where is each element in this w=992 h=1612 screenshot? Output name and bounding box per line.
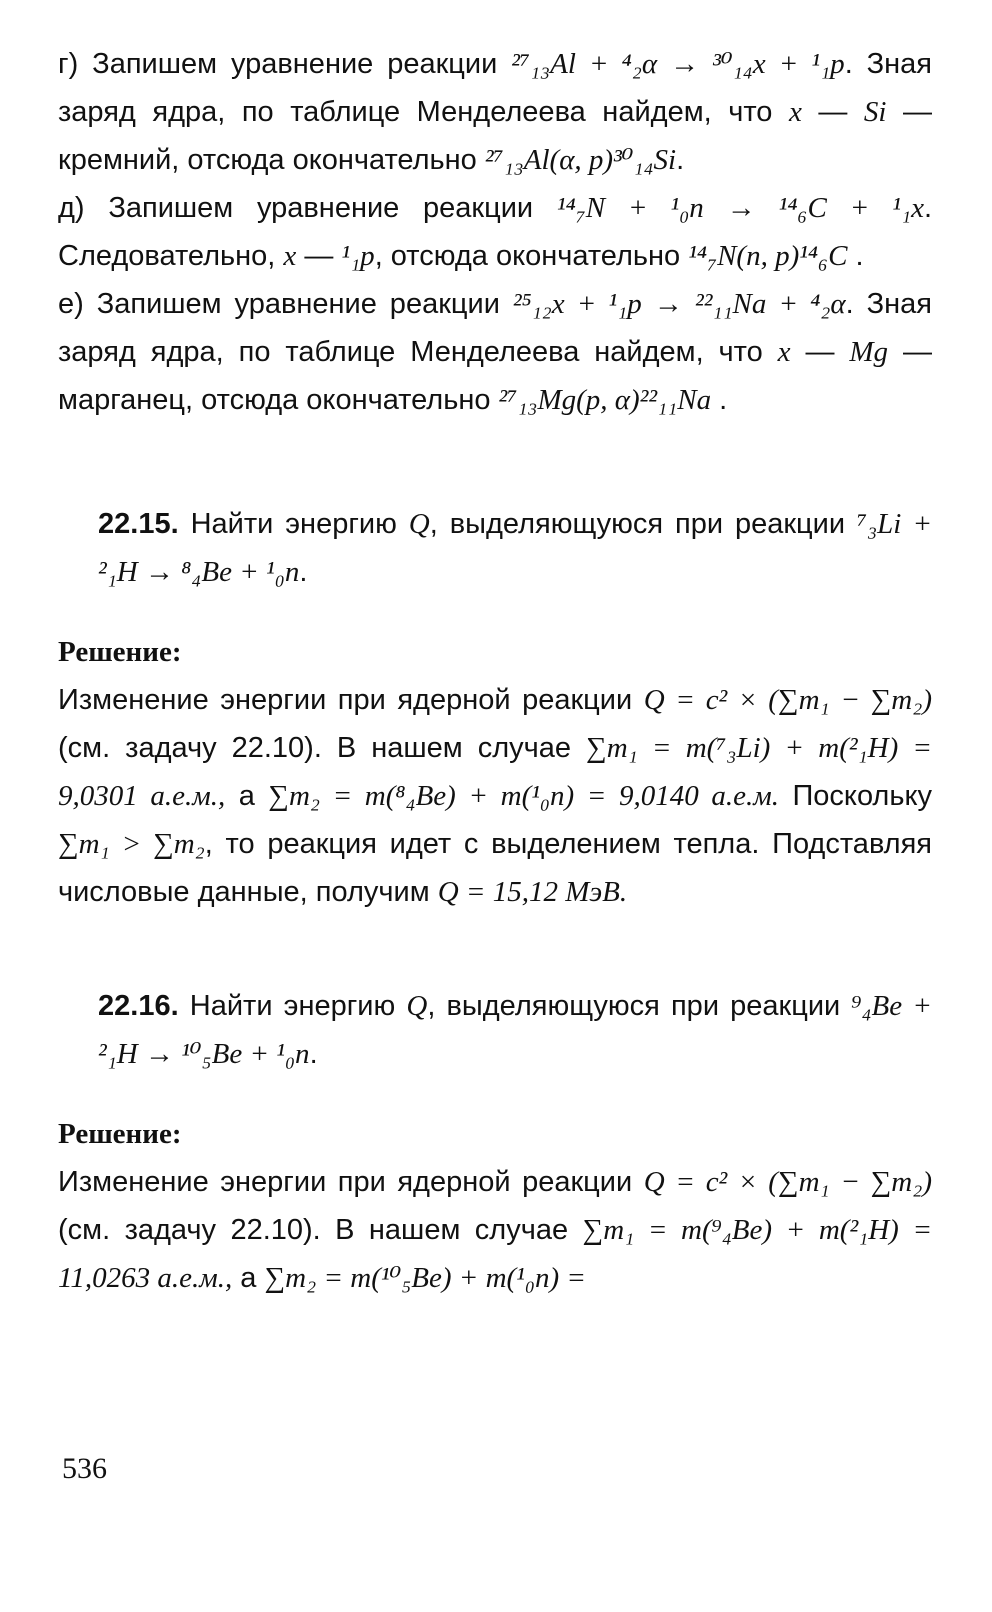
element-symbol: Si xyxy=(863,96,887,128)
reaction-equation: ⁹₄Be + ²₁H → ¹⁰₅Be + ¹₀n xyxy=(98,990,932,1070)
item-label: г) xyxy=(58,48,79,80)
item-text: Запишем уравнение реакции xyxy=(108,192,534,224)
item-text: . Следовательно, xyxy=(58,192,933,272)
mass-inequality: ∑m₁ > ∑m₂ xyxy=(58,828,205,860)
item-label: д) xyxy=(58,192,85,224)
mass-sum-reactants: ∑m₁ = m(⁷₃Li) + m(²₁H) = 9,0301 а.е.м., xyxy=(58,732,933,812)
item-g: г) Запишем уравнение реакции ²⁷₁₃Al + ⁴₂α → ³⁰₁₄x + ¹₁p. Зная заряд ядра, по таблице Менделеева найдем, что x — Si — кремний, отсюда окончательно ²⁷₁₃Al(α, p)³⁰₁₄Si. xyxy=(58,48,933,176)
final-reaction: ²⁷₁₃Al(α, p)³⁰₁₄Si xyxy=(484,144,677,176)
reaction-equation: ²⁷₁₃Al + ⁴₂α → ³⁰₁₄x + ¹₁p xyxy=(511,48,845,80)
dash: — xyxy=(805,336,835,368)
mass-sum-reactants: ∑m₁ = m(⁹₄Be) + m(²₁H) = 11,0263 а.е.м., xyxy=(58,1214,933,1294)
energy-symbol: Q xyxy=(408,508,430,540)
reaction-equation: ²⁵₁₂x + ¹₁p → ²²₁₁Na + ⁴₂α xyxy=(512,288,846,320)
problem-22-15: 22.15. Найти энергию Q, выделяющуюся при реакции ⁷₃Li + ²₁H → ⁸₄Be + ¹₀n. xyxy=(98,508,933,588)
result-value: Q = 15,12 МэВ. xyxy=(437,876,628,908)
item-label: е) xyxy=(58,288,84,320)
solution-22-16: Изменение энергии при ядерной реакции Q = c² × (∑m₁ − ∑m₂) (см. задачу 22.10). В нашем случае ∑m₁ = m(⁹₄Be) + m(²₁H) = 11,0263 а.е.м., а ∑m₂ = m(¹⁰₅Be) + m(¹₀n) = xyxy=(58,1166,933,1294)
mass-sum-products: ∑m₂ = m(⁸₄Be) + m(¹₀n) = 9,0140 а.е.м. xyxy=(268,780,780,812)
dash: — xyxy=(304,240,334,272)
page-number: 536 xyxy=(62,1452,107,1485)
variable-x: x xyxy=(283,240,297,272)
variable-x: x xyxy=(777,336,791,368)
final-reaction: ¹⁴₇N(n, p)¹⁴₆C xyxy=(688,240,848,272)
item-text: Запишем уравнение реакции xyxy=(92,48,498,80)
item-text: — марганец, отсюда окончательно xyxy=(58,336,932,416)
mass-sum-products: ∑m₂ = m(¹⁰₅Be) + m(¹₀n) = xyxy=(264,1262,586,1294)
energy-symbol: Q xyxy=(406,990,428,1022)
page xyxy=(58,40,932,1302)
element-symbol: Mg xyxy=(849,336,889,368)
item-e: е) Запишем уравнение реакции ²⁵₁₂x + ¹₁p → ²²₁₁Na + ⁴₂α. Зная заряд ядра, по таблице Менделеева найдем, что x — Mg — марганец, отсюда окончательно ²⁷₁₃Mg(p, α)²²₁₁Na . xyxy=(58,288,932,416)
item-text: — кремний, отсюда окончательно xyxy=(58,96,932,176)
item-d: д) Запишем уравнение реакции ¹⁴₇N + ¹₀n → ¹⁴₆C + ¹₁x. Следовательно, x — ¹₁p, отсюда окончательно ¹⁴₇N(n, p)¹⁴₆C . xyxy=(58,192,933,272)
solution-22-15: Изменение энергии при ядерной реакции Q = c² × (∑m₁ − ∑m₂) (см. задачу 22.10). В нашем случае ∑m₁ = m(⁷₃Li) + m(²₁H) = 9,0301 а.е.м., а ∑m₂ = m(⁸₄Be) + m(¹₀n) = 9,0140 а.е.м. Поскольку ∑m₁ > ∑m₂, то реакция идет с выделением тепла. Подставляя числовые данные, получим Q = 15,12 МэВ. xyxy=(58,684,933,908)
item-text: Запишем уравнение реакции xyxy=(96,288,500,320)
energy-formula: Q = c² × (∑m₁ − ∑m₂) xyxy=(643,684,932,716)
problem-text: Найти энергию xyxy=(190,508,397,540)
solution-heading: Решение: xyxy=(58,1118,182,1150)
problem-number: 22.16. xyxy=(98,990,179,1022)
variable-x: x xyxy=(788,96,802,128)
energy-formula: Q = c² × (∑m₁ − ∑m₂) xyxy=(643,1166,932,1198)
problem-22-16: 22.16. Найти энергию Q, выделяющуюся при реакции ⁹₄Be + ²₁H → ¹⁰₅Be + ¹₀n. xyxy=(98,990,932,1070)
final-reaction: ²⁷₁₃Mg(p, α)²²₁₁Na xyxy=(498,384,712,416)
element-symbol: ¹₁p xyxy=(341,240,375,272)
dash: — xyxy=(818,96,848,128)
item-text: . Зная заряд ядра, по таблице Менделеева найдем, что xyxy=(58,48,933,128)
reaction-equation: ⁷₃Li + ²₁H → ⁸₄Be + ¹₀n xyxy=(98,508,933,588)
problem-text: Найти энергию xyxy=(189,990,396,1022)
reaction-equation: ¹⁴₇N + ¹₀n → ¹⁴₆C + ¹₁x xyxy=(556,192,924,224)
item-text: , отсюда окончательно xyxy=(374,240,681,272)
solution-heading: Решение: xyxy=(58,636,182,668)
problem-number: 22.15. xyxy=(98,508,179,540)
item-text: . Зная заряд ядра, по таблице Менделеева найдем, что xyxy=(58,288,932,368)
